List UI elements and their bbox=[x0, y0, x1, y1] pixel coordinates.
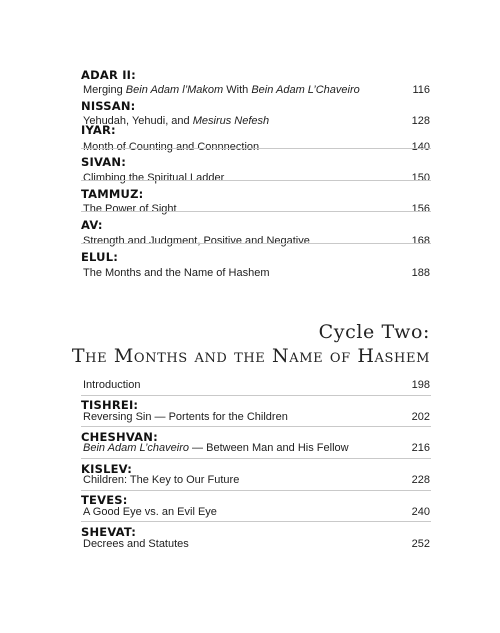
chapter-title[interactable] bbox=[83, 235, 403, 247]
month-label: NISSAN: bbox=[81, 99, 136, 113]
chapter-title[interactable] bbox=[83, 172, 403, 184]
title-fragment: Bein Adam L’chaveiro bbox=[83, 442, 189, 454]
month-label: IYAR: bbox=[81, 123, 116, 137]
title-fragment: With bbox=[223, 84, 252, 96]
month-label: TAMMUZ: bbox=[81, 187, 144, 201]
month-label: SIVAN: bbox=[81, 155, 127, 169]
divider bbox=[81, 458, 431, 459]
title-fragment: The Power of Sight bbox=[83, 203, 177, 215]
page-number: 116 bbox=[412, 84, 430, 96]
title-fragment: A Good Eye vs. an Evil Eye bbox=[83, 506, 217, 518]
page-number: 150 bbox=[411, 172, 430, 184]
page-number: 128 bbox=[411, 115, 430, 127]
page-number: 156 bbox=[411, 203, 430, 215]
page-number: 188 bbox=[411, 267, 430, 279]
divider bbox=[81, 180, 431, 181]
divider bbox=[81, 243, 431, 244]
title-fragment: Strength and Judgment, Positive and Negative bbox=[83, 235, 310, 247]
title-fragment: — Between Man and His Fellow bbox=[189, 442, 349, 454]
title-fragment: Month of Counting and Connnection bbox=[83, 141, 260, 153]
chapter-title[interactable] bbox=[83, 411, 403, 423]
cycle-two-heading bbox=[72, 321, 430, 367]
title-fragment: Mesirus Nefesh bbox=[192, 115, 270, 127]
chapter-title[interactable] bbox=[83, 442, 403, 454]
chapter-title[interactable] bbox=[83, 538, 403, 550]
title-fragment: Reversing Sin — Portents for the Children bbox=[83, 411, 288, 423]
month-label: CHESHVAN: bbox=[81, 430, 158, 444]
page-number: 228 bbox=[411, 474, 430, 486]
divider bbox=[81, 426, 431, 427]
chapter-title[interactable] bbox=[83, 506, 403, 518]
page-number: 252 bbox=[411, 538, 430, 550]
title-fragment: Yehudah, Yehudi, and bbox=[83, 115, 193, 127]
month-label: KISLEV: bbox=[81, 462, 133, 476]
chapter-title[interactable] bbox=[83, 267, 403, 279]
month-label: AV: bbox=[81, 218, 103, 232]
chapter-title[interactable] bbox=[83, 141, 403, 153]
page-number: 198 bbox=[411, 379, 430, 391]
divider bbox=[81, 490, 431, 491]
divider bbox=[81, 521, 431, 522]
cycle-two-label: Cycle Two: bbox=[318, 321, 430, 343]
chapter-title[interactable] bbox=[83, 474, 403, 486]
divider bbox=[81, 395, 431, 396]
month-label: SHEVAT: bbox=[81, 525, 137, 539]
month-label: TISHREI: bbox=[81, 398, 139, 412]
title-fragment: Bein Adam L’Chaveiro bbox=[251, 84, 360, 96]
title-fragment: Climbing the Spiritual Ladder bbox=[83, 172, 225, 184]
cycle-two-title: The Months and the Name of Hashem bbox=[71, 345, 430, 367]
title-fragment: Decrees and Statutes bbox=[83, 538, 189, 550]
chapter-title[interactable] bbox=[83, 84, 403, 96]
chapter-title[interactable] bbox=[83, 203, 403, 215]
chapter-title[interactable] bbox=[83, 115, 403, 127]
title-fragment: Children: The Key to Our Future bbox=[83, 474, 240, 486]
title-fragment: Bein Adam l’Makom bbox=[125, 84, 224, 96]
page-number: 140 bbox=[411, 141, 430, 153]
divider bbox=[81, 211, 431, 212]
month-label: ADAR II: bbox=[81, 68, 136, 82]
page-number: 202 bbox=[411, 411, 430, 423]
page-number: 168 bbox=[411, 235, 430, 247]
introduction-title[interactable]: Introduction bbox=[83, 379, 141, 391]
page-number: 216 bbox=[411, 442, 430, 454]
month-label: ELUL: bbox=[81, 250, 119, 264]
page-number: 240 bbox=[411, 506, 430, 518]
title-fragment: Merging bbox=[83, 84, 126, 96]
title-fragment: The Months and the Name of Hashem bbox=[83, 267, 270, 279]
divider bbox=[81, 148, 431, 149]
month-label: TEVES: bbox=[81, 493, 128, 507]
